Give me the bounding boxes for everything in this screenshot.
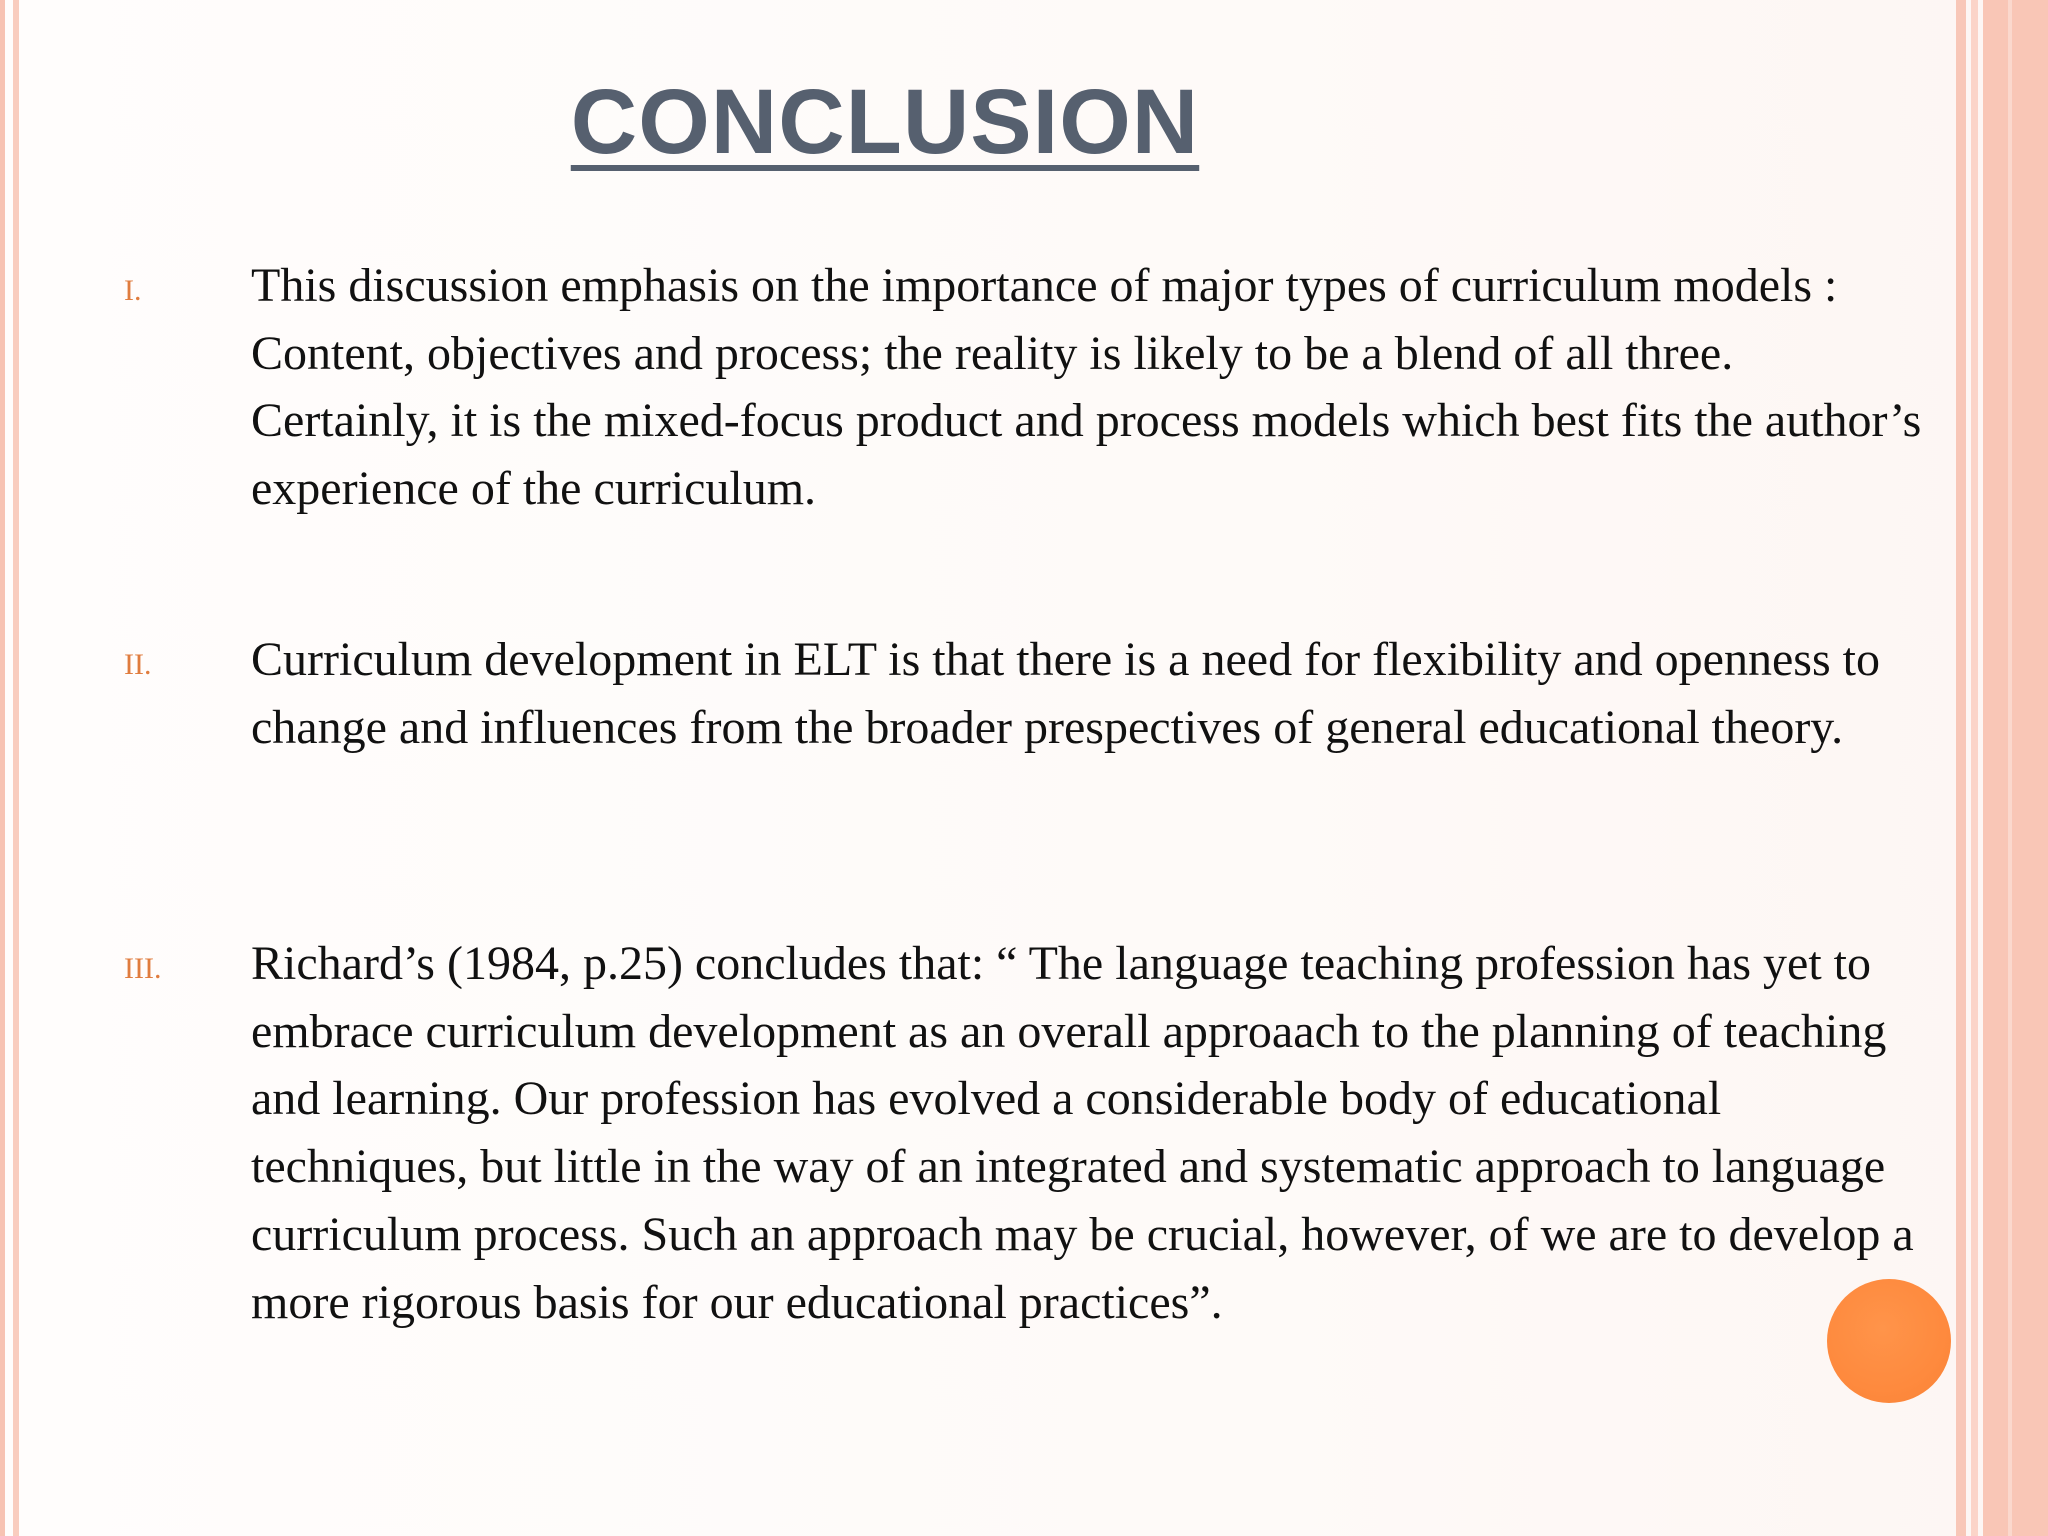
- list-marker: II.: [124, 648, 152, 681]
- list-marker: III.: [124, 952, 162, 985]
- decorative-orange-circle: [1827, 1279, 1951, 1403]
- list-item-text: Curriculum development in ELT is that there is a need for flexibility and openness to change and influences from the broader prespectives of general educational theory.: [251, 633, 1880, 754]
- slide-title: CONCLUSION: [570, 71, 1200, 173]
- list-marker: I.: [124, 274, 142, 307]
- list-item-text: Richard’s (1984, p.25) concludes that: “ The language teaching profession has yet to embrace curriculum development as an overall approaach to the planning of teaching and learning. Our profession has evolved a considerable body of educational techniques, but little in the way of an integrated and systematic approach to language curriculum process. Such an approach may be crucial, however, of we are to develop a more rigorous basis for our educational practices”.: [251, 937, 1914, 1329]
- list-item-text: This discussion emphasis on the importance of major types of curriculum models : Content, objectives and process; the reality is likely to be a blend of all three. Certainly, it is the mixed-focus product and process models which best fits the author’s experience of the curriculum.: [251, 259, 1922, 516]
